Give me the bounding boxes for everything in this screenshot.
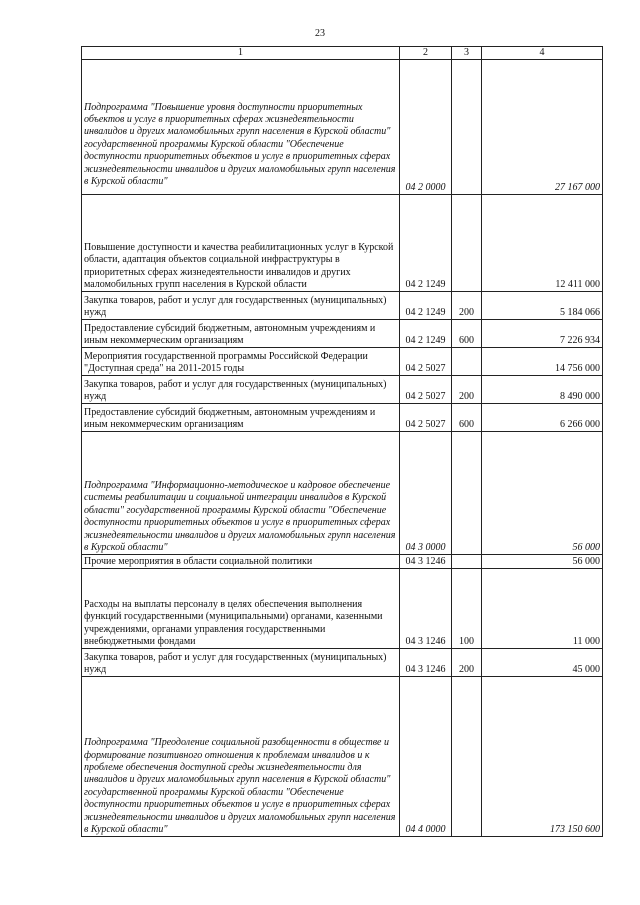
row-code: 04 2 1249 [400,195,452,292]
column-header: 3 [452,47,482,60]
page-number: 23 [315,28,325,39]
row-kind: 200 [452,376,482,404]
table-row [82,60,603,195]
row-kind: 600 [452,320,482,348]
row-amount: 45 000 [482,649,603,677]
row-name: Предоставление субсидий бюджетным, автономным учреждениям и иным некоммерческим организациям [82,404,400,432]
row-amount: 6 266 000 [482,404,603,432]
table-row [82,404,603,432]
row-code: 04 2 0000 [400,60,452,195]
row-amount: 173 150 600 [482,677,603,837]
column-header: 4 [482,47,603,60]
table-row [82,348,603,376]
row-code: 04 2 5027 [400,376,452,404]
row-amount: 5 184 066 [482,292,603,320]
table-row [82,432,603,555]
row-code: 04 3 1246 [400,555,452,569]
row-kind: 200 [452,292,482,320]
row-name: Повышение доступности и качества реабилитационных услуг в Курской области, адаптация объектов социальной инфраструктуры в приоритетных сферах жизнедеятельности инвалидов и других маломобильных групп населения в Курской области [82,195,400,292]
row-amount: 56 000 [482,555,603,569]
row-name: Расходы на выплаты персоналу в целях обеспечения выполнения функций государственными (муниципальными) органами, казенными учреждениями, органами управления государственными внебюджетными фондами [82,569,400,649]
row-code: 04 3 1246 [400,569,452,649]
row-kind [452,60,482,195]
row-kind: 200 [452,649,482,677]
row-amount: 27 167 000 [482,60,603,195]
row-amount: 12 411 000 [482,195,603,292]
row-amount: 8 490 000 [482,376,603,404]
table-row [82,569,603,649]
table-row [82,320,603,348]
row-kind [452,555,482,569]
row-name: Подпрограмма "Информационно-методическое и кадровое обеспечение системы реабилитации и социальной интеграции инвалидов в Курской области" государственной программы Курской области "Обеспечение доступности приоритетных объектов и услуг в приоритетных сферах жизнедеятельности инвалидов и других маломобильных групп населения в Курской области" [82,432,400,555]
row-name: Закупка товаров, работ и услуг для государственных (муниципальных) нужд [82,292,400,320]
row-code: 04 2 5027 [400,348,452,376]
column-number-header-row [82,47,603,60]
row-name: Мероприятия государственной программы Российской Федерации "Доступная среда" на 2011-2015 годы [82,348,400,376]
row-name: Прочие мероприятия в области социальной политики [82,555,400,569]
budget-table [81,46,603,837]
row-code: 04 2 1249 [400,292,452,320]
row-amount: 11 000 [482,569,603,649]
table-row [82,376,603,404]
row-name: Подпрограмма "Преодоление социальной разобщенности в обществе и формирование позитивного отношения к проблемам инвалидов и к проблеме обеспечения доступной среды жизнедеятельности для инвалидов и других маломобильных групп населения в Курской области" государственной программы Курской области "Обеспечение доступности приоритетных объектов и услуг в приоритетных сферах жизнедеятельности инвалидов и других маломобильных групп населения в Курской области" [82,677,400,837]
row-code: 04 3 0000 [400,432,452,555]
table-row [82,649,603,677]
table-row [82,677,603,837]
column-header: 1 [82,47,400,60]
row-name: Закупка товаров, работ и услуг для государственных (муниципальных) нужд [82,376,400,404]
row-amount: 14 756 000 [482,348,603,376]
row-amount: 7 226 934 [482,320,603,348]
row-name: Подпрограмма "Повышение уровня доступности приоритетных объектов и услуг в приоритетных сферах жизнедеятельности инвалидов и других маломобильных групп населения в Курской области" государственной программы Курской области "Обеспечение доступности приоритетных объектов и услуг в приоритетных сферах жизнедеятельности инвалидов и других маломобильных групп населения в Курской области" [82,60,400,195]
column-header: 2 [400,47,452,60]
row-kind: 600 [452,404,482,432]
row-kind [452,677,482,837]
table-row [82,555,603,569]
row-code: 04 2 5027 [400,404,452,432]
row-code: 04 4 0000 [400,677,452,837]
row-kind [452,348,482,376]
row-kind: 100 [452,569,482,649]
row-code: 04 3 1246 [400,649,452,677]
row-amount: 56 000 [482,432,603,555]
row-kind [452,195,482,292]
table-row [82,292,603,320]
table-row [82,195,603,292]
row-kind [452,432,482,555]
row-name: Предоставление субсидий бюджетным, автономным учреждениям и иным некоммерческим организациям [82,320,400,348]
row-code: 04 2 1249 [400,320,452,348]
row-name: Закупка товаров, работ и услуг для государственных (муниципальных) нужд [82,649,400,677]
